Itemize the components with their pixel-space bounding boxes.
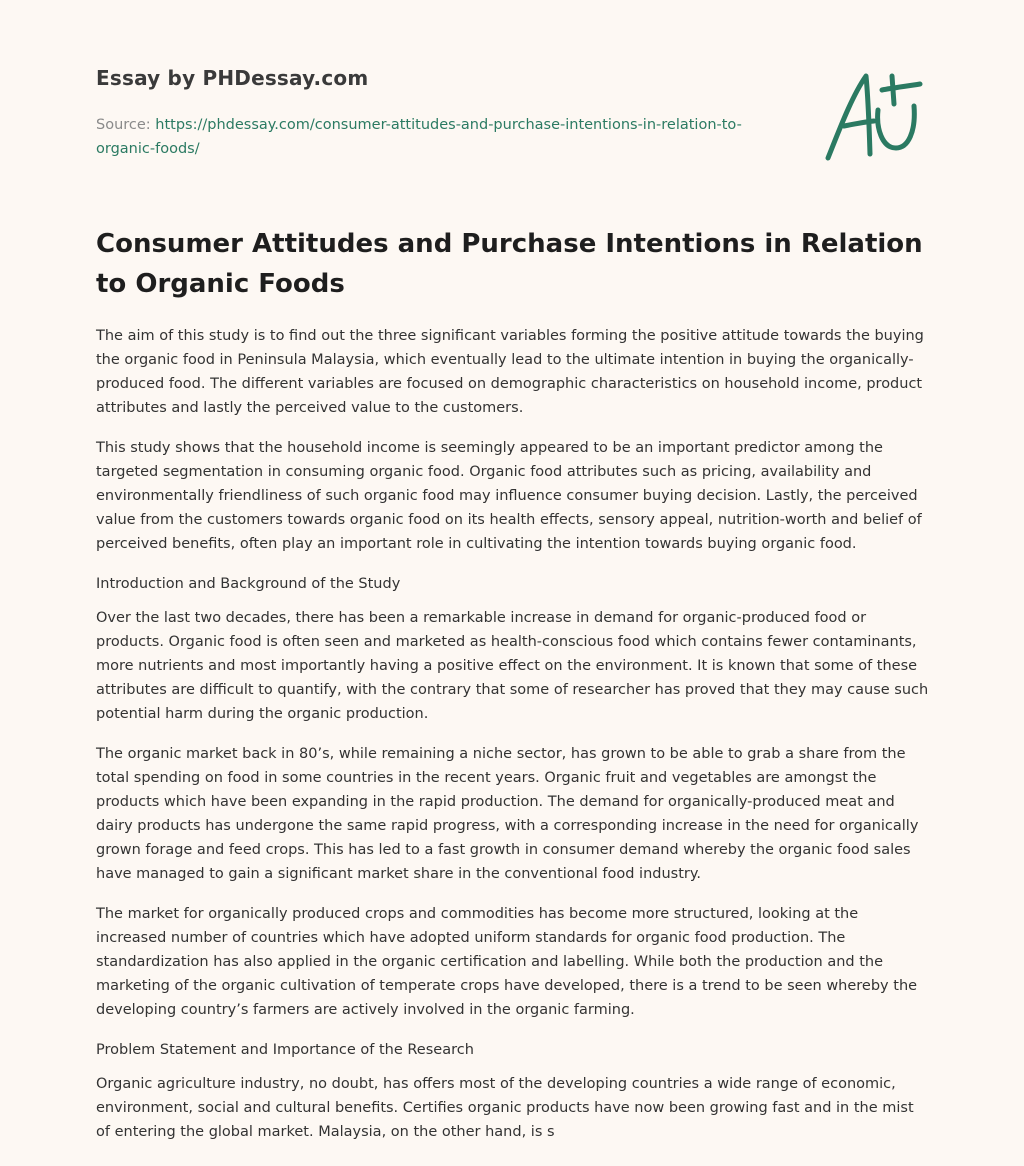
site-title: Essay by PHDessay.com xyxy=(96,66,369,90)
page-header xyxy=(96,0,936,200)
source-line xyxy=(96,113,756,161)
a-plus-logo-icon xyxy=(822,66,932,166)
source-label: Source: xyxy=(96,117,156,133)
essay-page xyxy=(96,0,936,1140)
paragraph: Organic agriculture industry, no doubt, has offers most of the developing countries a wide range of economic, environment, social and cultural benefits. Certifies organic products have now been growing fast and in the mist of entering the global market. Malaysia, on the other hand, is s xyxy=(96,1076,914,1140)
section-heading: Problem Statement and Importance of the Research xyxy=(96,1042,474,1058)
paragraph: The market for organically produced crops and commodities has become more structured, looking at the increased number of countries which have adopted uniform standards for organic food production. The standardization has also applied in the organic certification and labelling. While both the production and the marketing of the organic cultivation of temperate crops have developed, there is a trend to be seen whereby the developing country’s farmers are actively involved in the organic farming. xyxy=(96,906,918,1018)
paragraph: The organic market back in 80’s, while remaining a niche sector, has grown to be able to grab a share from the total spending on food in some countries in the recent years. Organic fruit and vegetables are amongst the products which have been expanding in the rapid production. The demand for organically-produced meat and dairy products has undergone the same rapid progress, with a corresponding increase in the need for organically grown forage and feed crops. This has led to a fast growth in consumer demand whereby the organic food sales have managed to gain a significant market share in the conventional food industry. xyxy=(96,746,919,882)
paragraph: The aim of this study is to find out the three significant variables forming the positive attitude towards the buying the organic food in Peninsula Malaysia, which eventually lead to the ultimate intention in buying the organically-produced food. The different variables are focused on demographic characteristics on household income, product attributes and lastly the perceived value to the customers. xyxy=(96,328,924,416)
essay-title: Consumer Attitudes and Purchase Intentions in Relation to Organic Foods xyxy=(96,229,923,299)
paragraph: Over the last two decades, there has been a remarkable increase in demand for organic-produced food or products. Organic food is often seen and marketed as health-conscious food which contains fewer contaminants, more nutrients and most importantly having a positive effect on the environment. It is known that some of these attributes are difficult to quantify, with the contrary that some of researcher has proved that they may cause such potential harm during the organic production. xyxy=(96,610,929,722)
source-link[interactable]: https://phdessay.com/consumer-attitudes-and-purchase-intentions-in-relation-to-organic-foods/ xyxy=(96,117,742,157)
section-heading: Introduction and Background of the Study xyxy=(96,576,401,592)
essay-body xyxy=(96,324,932,1160)
paragraph: This study shows that the household income is seemingly appeared to be an important predictor among the targeted segmentation in consuming organic food. Organic food attributes such as pricing, availability and environmentally friendliness of such organic food may influence consumer buying decision. Lastly, the perceived value from the customers towards organic food on its health effects, sensory appeal, nutrition-worth and belief of perceived benefits, often play an important role in cultivating the intention towards buying organic food. xyxy=(96,440,922,552)
